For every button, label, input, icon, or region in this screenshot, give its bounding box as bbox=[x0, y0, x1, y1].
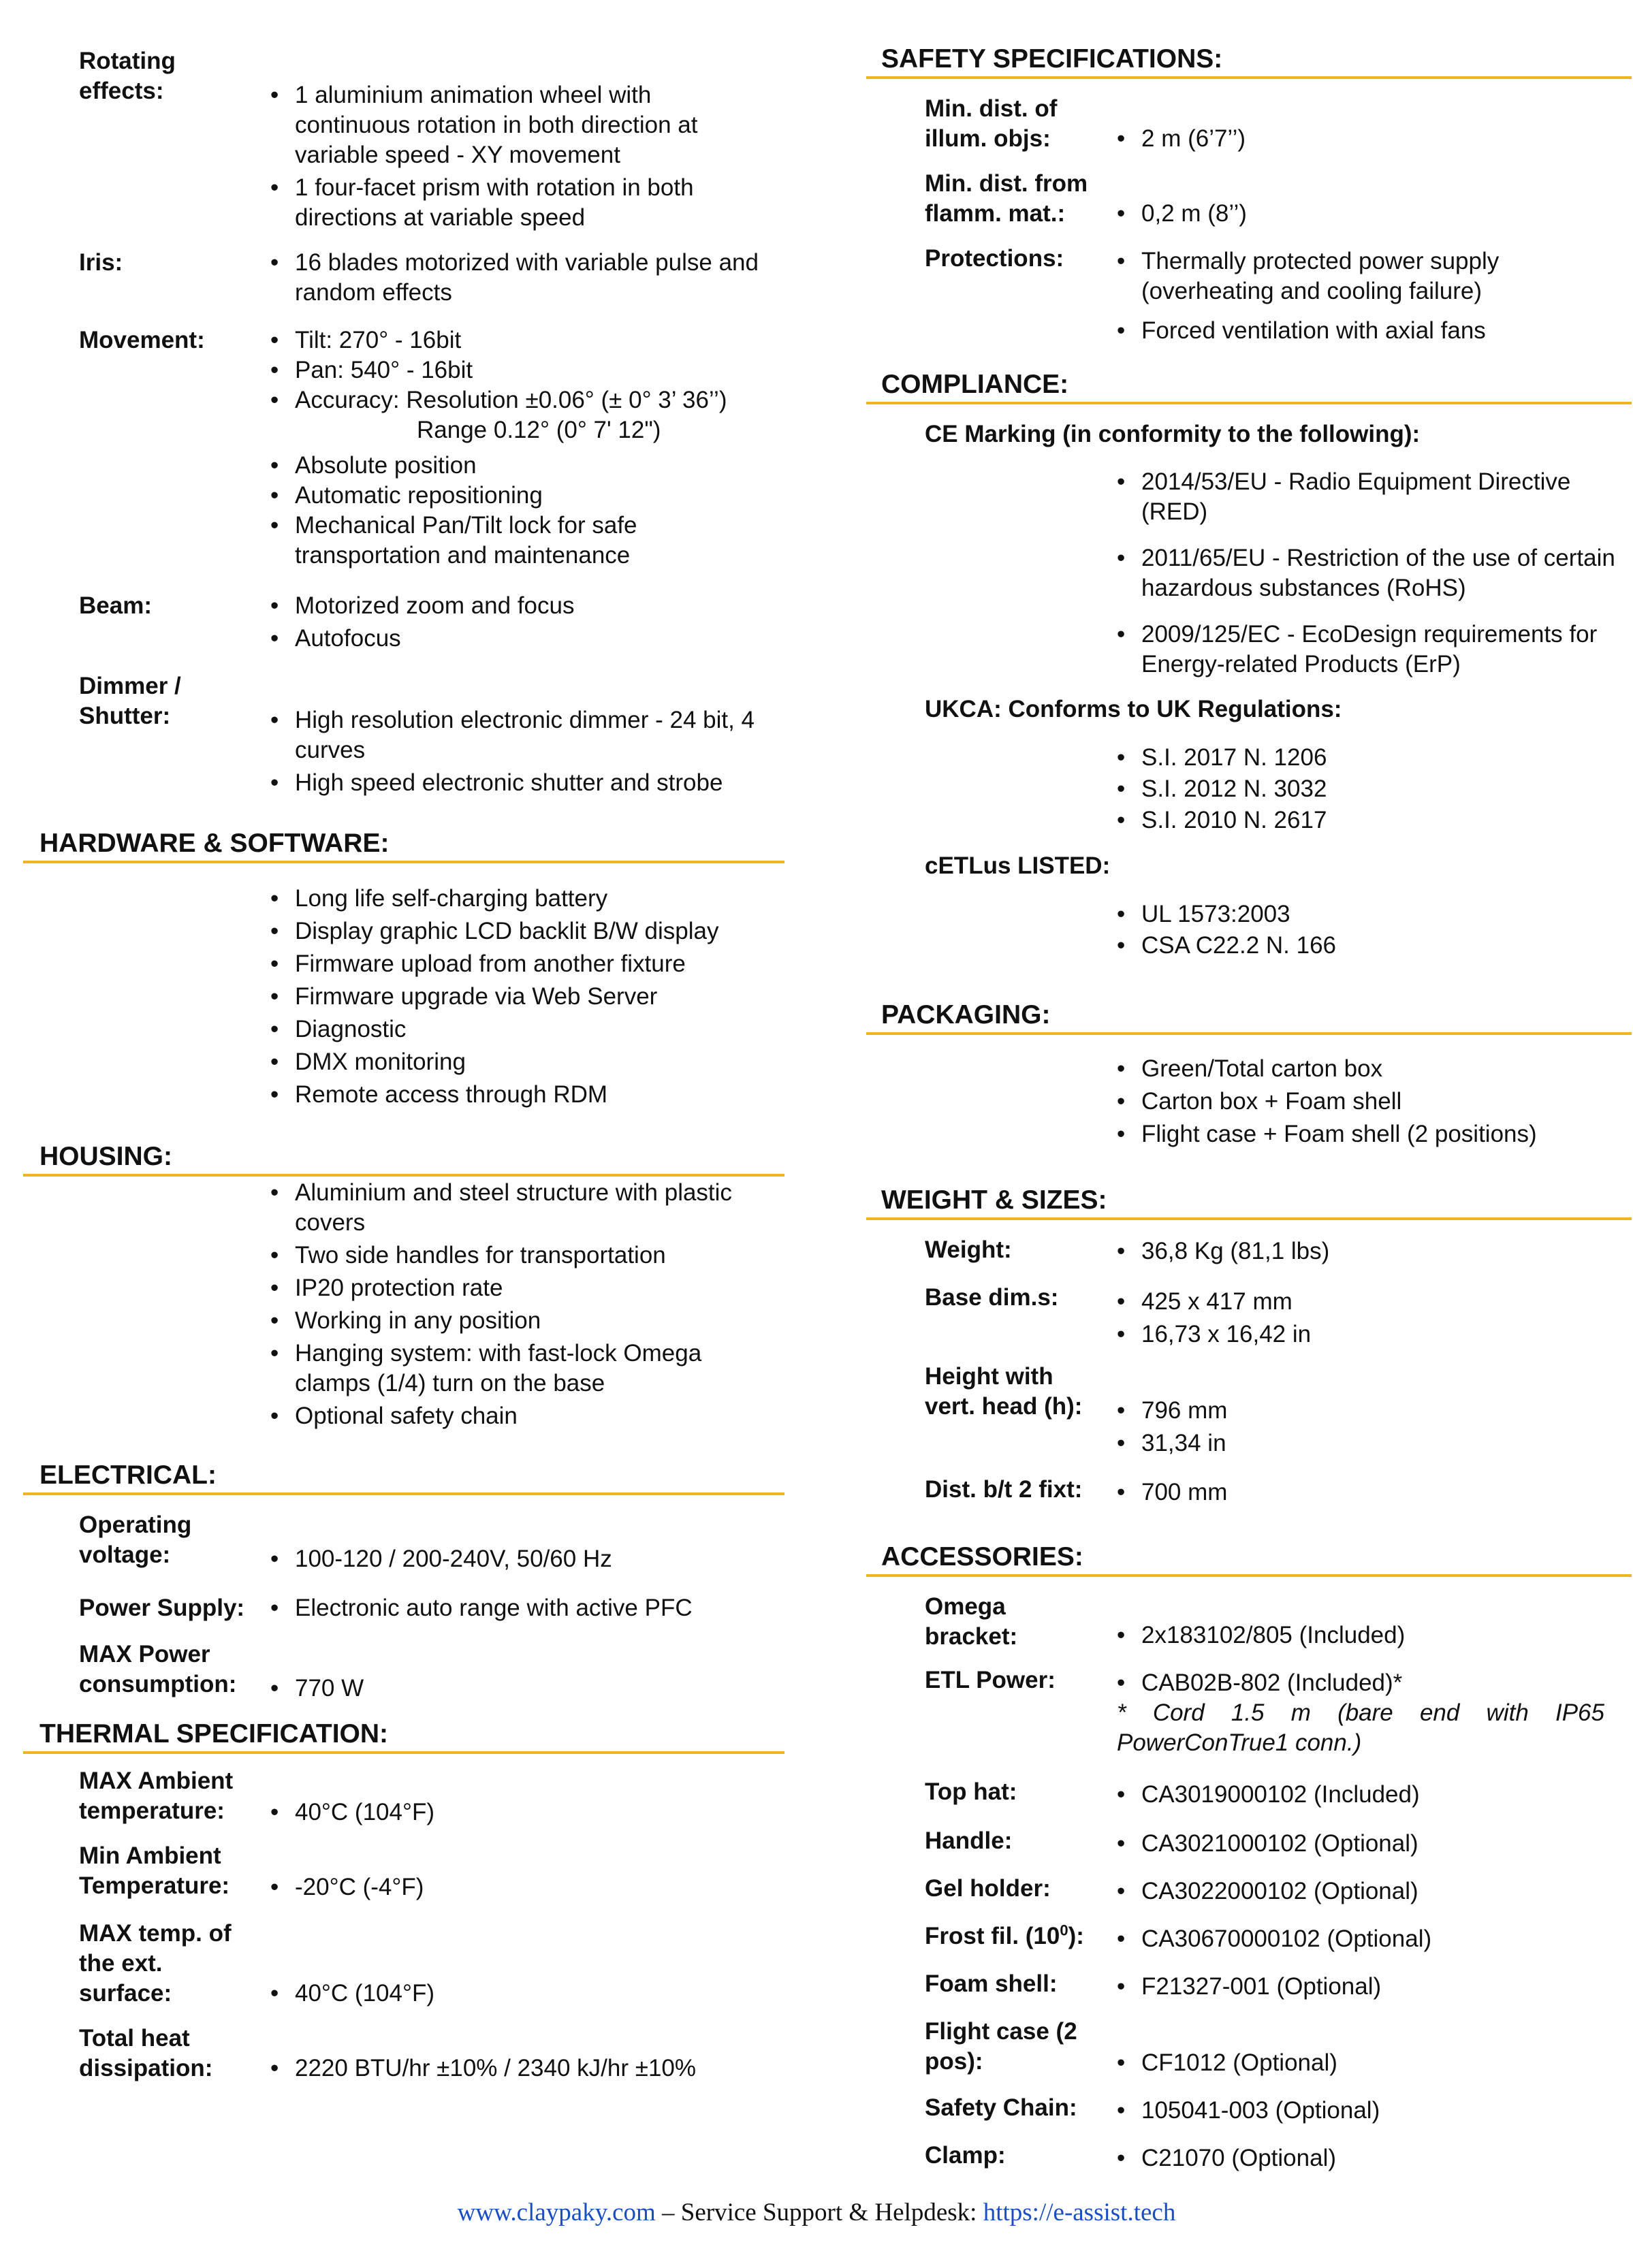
gel-holder-label: Gel holder: bbox=[925, 1875, 1051, 1902]
list-item: • S.I. 2010 N. 2617 bbox=[1141, 805, 1618, 836]
packaging-list bbox=[1141, 1053, 1618, 1151]
etl-note-line2: PowerConTrue1 conn.) bbox=[1117, 1729, 1362, 1756]
handle-list bbox=[1141, 1829, 1618, 1859]
protections-list bbox=[1141, 246, 1618, 346]
dimmer-list bbox=[295, 705, 772, 798]
etl-label: ETL Power: bbox=[925, 1667, 1056, 1693]
section-rule bbox=[23, 1492, 784, 1495]
dimmer-label: Dimmer / Shutter: bbox=[79, 673, 181, 729]
ce-list bbox=[1141, 467, 1618, 680]
list-item: • Autofocus bbox=[295, 624, 772, 654]
supply-list bbox=[295, 1593, 772, 1623]
list-item: • CA30670000102 (Optional) bbox=[1141, 1924, 1618, 1954]
voltage-list bbox=[295, 1544, 772, 1574]
list-item: • Carton box + Foam shell bbox=[1141, 1085, 1618, 1118]
min-ambient-label: Min Ambient Temperature: bbox=[79, 1842, 230, 1899]
list-item: • High speed electronic shutter and strobe bbox=[295, 768, 772, 798]
list-item: • -20°C (-4°F) bbox=[295, 1872, 772, 1902]
omega-label: Omega bracket: bbox=[925, 1593, 1018, 1650]
list-item: • 2009/125/EC - EcoDesign requirements for Energy-related Products (ErP) bbox=[1141, 620, 1618, 680]
dist-label: Dist. b/t 2 fixt: bbox=[925, 1476, 1083, 1503]
section-rule bbox=[23, 1174, 784, 1177]
list-item: • Motorized zoom and focus bbox=[295, 591, 772, 621]
section-rule bbox=[866, 76, 1632, 79]
base-dim-list bbox=[1141, 1285, 1618, 1351]
power-supply-label: Power Supply: bbox=[79, 1595, 245, 1621]
website-link[interactable]: www.claypaky.com bbox=[457, 2199, 656, 2226]
list-item: • 770 W bbox=[295, 1674, 772, 1704]
heat-dissipation-label: Total heat dissipation: bbox=[79, 2025, 213, 2081]
accessories-title: ACCESSORIES: bbox=[881, 1542, 1083, 1571]
beam-list bbox=[295, 591, 772, 654]
list-item: • Forced ventilation with axial fans bbox=[1141, 316, 1618, 346]
movement-label: Movement: bbox=[79, 327, 205, 353]
safety-title: SAFETY SPECIFICATIONS: bbox=[881, 44, 1223, 74]
accuracy-range: Range 0.12° (0° 7' 12") bbox=[417, 417, 661, 443]
list-item: • High resolution electronic dimmer - 24 bit, 4 curves bbox=[295, 705, 772, 765]
list-item: • 2014/53/EU - Radio Equipment Directive (RED) bbox=[1141, 467, 1618, 527]
power-list bbox=[295, 1674, 772, 1704]
min-dist-illum-label: Min. dist. of illum. objs: bbox=[925, 95, 1058, 152]
list-item: • Aluminium and steel structure with plastic covers bbox=[295, 1178, 772, 1238]
max-ambient-label: MAX Ambient temperature: bbox=[79, 1768, 234, 1824]
omega-list bbox=[1141, 1620, 1618, 1650]
list-item: • DMX monitoring bbox=[295, 1046, 772, 1079]
list-item: • 425 x 417 mm bbox=[1141, 1285, 1618, 1318]
list-item: • 796 mm bbox=[1141, 1394, 1618, 1427]
list-item: • F21327-001 (Optional) bbox=[1141, 1972, 1618, 2002]
iris-list bbox=[295, 248, 772, 308]
list-item: • IP20 protection rate bbox=[295, 1273, 772, 1303]
clamp-label: Clamp: bbox=[925, 2142, 1006, 2169]
weight-title: WEIGHT & SIZES: bbox=[881, 1185, 1107, 1215]
list-item: • Mechanical Pan/Tilt lock for safe transportation and maintenance bbox=[295, 511, 772, 571]
weight-list bbox=[1141, 1236, 1618, 1266]
hardware-title: HARDWARE & SOFTWARE: bbox=[39, 829, 390, 858]
rotating-effects-label: Rotating effects: bbox=[79, 48, 176, 104]
protections-label: Protections: bbox=[925, 245, 1064, 272]
list-item: • 105041-003 (Optional) bbox=[1141, 2096, 1618, 2126]
rotating-effects-list bbox=[295, 80, 772, 233]
housing-list bbox=[295, 1178, 772, 1431]
list-item: • 16,73 x 16,42 in bbox=[1141, 1318, 1618, 1351]
list-item: • 100-120 / 200-240V, 50/60 Hz bbox=[295, 1544, 772, 1574]
list-item: • Accuracy: Resolution ±0.06° (± 0° 3’ 36’’) bbox=[295, 385, 772, 415]
frost-filter-label: Frost fil. $(10^0)$: bbox=[925, 1921, 1084, 1949]
list-item: • Firmware upgrade via Web Server bbox=[295, 980, 772, 1013]
cetlus-list bbox=[1141, 899, 1618, 961]
list-item: • Remote access through RDM bbox=[295, 1079, 772, 1111]
list-item: • Automatic repositioning bbox=[295, 481, 772, 511]
list-item: • Electronic auto range with active PFC bbox=[295, 1593, 772, 1623]
list-item: • 2x183102/805 (Included) bbox=[1141, 1620, 1618, 1650]
section-rule bbox=[866, 1217, 1632, 1220]
page-footer bbox=[0, 2198, 1633, 2228]
list-item: • CA3021000102 (Optional) bbox=[1141, 1829, 1618, 1859]
section-rule bbox=[23, 861, 784, 863]
ukca-list bbox=[1141, 742, 1618, 836]
list-item: • 1 four-facet prism with rotation in both directions at variable speed bbox=[295, 173, 772, 233]
foam-shell-list bbox=[1141, 1972, 1618, 2002]
list-item: • 36,8 Kg (81,1 lbs) bbox=[1141, 1236, 1618, 1266]
gel-holder-list bbox=[1141, 1876, 1618, 1906]
list-item: • 700 mm bbox=[1141, 1478, 1618, 1507]
list-item: • CSA C22.2 N. 166 bbox=[1141, 930, 1618, 961]
min-dist-flamm-list bbox=[1141, 199, 1618, 229]
etl-list bbox=[1141, 1668, 1618, 1698]
electrical-title: ELECTRICAL: bbox=[39, 1460, 217, 1490]
section-rule bbox=[866, 1574, 1632, 1577]
clamp-list bbox=[1141, 2143, 1618, 2173]
compliance-title: COMPLIANCE: bbox=[881, 370, 1069, 399]
heat-list bbox=[295, 2054, 772, 2083]
hardware-list bbox=[295, 882, 772, 1111]
min-dist-flamm-label: Min. dist. from flamm. mat.: bbox=[925, 170, 1088, 227]
list-item: • Optional safety chain bbox=[295, 1401, 772, 1431]
list-item: • Firmware upload from another fixture bbox=[295, 948, 772, 980]
list-item: • C21070 (Optional) bbox=[1141, 2143, 1618, 2173]
min-dist-illum-list bbox=[1141, 124, 1618, 154]
list-item: • Long life self-charging battery bbox=[295, 882, 772, 915]
weight-label: Weight: bbox=[925, 1236, 1012, 1263]
movement-list bbox=[295, 325, 772, 415]
list-item: • CF1012 (Optional) bbox=[1141, 2048, 1618, 2078]
max-ambient-list bbox=[295, 1798, 772, 1827]
section-rule bbox=[23, 1751, 784, 1754]
list-item: • S.I. 2012 N. 3032 bbox=[1141, 773, 1618, 805]
list-item: • Working in any position bbox=[295, 1306, 772, 1336]
list-item: • Absolute position bbox=[295, 451, 772, 481]
list-item: • Tilt: 270° - 16bit bbox=[295, 325, 772, 355]
list-item: • 31,34 in bbox=[1141, 1427, 1618, 1460]
list-item: • 16 blades motorized with variable pulse and random effects bbox=[295, 248, 772, 308]
dist-list bbox=[1141, 1478, 1618, 1507]
list-item: • Green/Total carton box bbox=[1141, 1053, 1618, 1085]
helpdesk-link[interactable]: https://e-assist.tech bbox=[983, 2199, 1176, 2226]
list-item: • Display graphic LCD backlit B/W display bbox=[295, 915, 772, 948]
thermal-title: THERMAL SPECIFICATION: bbox=[39, 1719, 389, 1748]
top-hat-label: Top hat: bbox=[925, 1778, 1017, 1805]
operating-voltage-label: Operating voltage: bbox=[79, 1512, 192, 1568]
list-item: • Diagnostic bbox=[295, 1013, 772, 1046]
max-power-label: MAX Power consumption: bbox=[79, 1641, 237, 1697]
list-item: • Hanging system: with fast-lock Omega clamps (1/4) turn on the base bbox=[295, 1339, 772, 1399]
safety-chain-list bbox=[1141, 2096, 1618, 2126]
ce-marking-label: CE Marking (in conformity to the following): bbox=[925, 421, 1421, 447]
packaging-title: PACKAGING: bbox=[881, 1000, 1051, 1029]
list-item: • Pan: 540° - 16bit bbox=[295, 355, 772, 385]
iris-label: Iris: bbox=[79, 249, 123, 276]
list-item: • CAB02B-802 (Included)* bbox=[1141, 1668, 1618, 1698]
list-item: • 40°C (104°F) bbox=[295, 1979, 772, 2009]
beam-label: Beam: bbox=[79, 592, 152, 619]
section-rule bbox=[866, 1032, 1632, 1035]
list-item: • 2011/65/EU - Restriction of the use of certain hazardous substances (RoHS) bbox=[1141, 543, 1618, 603]
list-item: • 0,2 m (8’’) bbox=[1141, 199, 1618, 229]
height-label: Height with vert. head (h): bbox=[925, 1363, 1083, 1420]
height-list bbox=[1141, 1394, 1618, 1460]
list-item: • CA3022000102 (Optional) bbox=[1141, 1876, 1618, 1906]
etl-note-line1: * Cord 1.5 m (bare end with IP65 bbox=[1117, 1699, 1604, 1726]
min-ambient-list bbox=[295, 1872, 772, 1902]
ukca-label: UKCA: Conforms to UK Regulations: bbox=[925, 696, 1342, 722]
flight-case-list bbox=[1141, 2048, 1618, 2078]
frost-filter-list bbox=[1141, 1924, 1618, 1954]
cetlus-label: cETLus LISTED: bbox=[925, 852, 1111, 879]
footer-separator: – Service Support & Helpdesk: bbox=[655, 2199, 983, 2226]
list-item: • UL 1573:2003 bbox=[1141, 899, 1618, 930]
housing-title: HOUSING: bbox=[39, 1142, 172, 1171]
list-item: • 2220 BTU/hr ±10% / 2340 kJ/hr ±10% bbox=[295, 2054, 772, 2083]
handle-label: Handle: bbox=[925, 1827, 1013, 1854]
list-item: • Two side handles for transportation bbox=[295, 1241, 772, 1271]
list-item: • 40°C (104°F) bbox=[295, 1798, 772, 1827]
section-rule bbox=[866, 402, 1632, 404]
max-surface-label: MAX temp. of the ext. surface: bbox=[79, 1920, 232, 2007]
list-item: • 1 aluminium animation wheel with continuous rotation in both direction at variable speed - XY movement bbox=[295, 80, 772, 170]
list-item: • S.I. 2017 N. 1206 bbox=[1141, 742, 1618, 773]
list-item: • 2 m (6’7’’) bbox=[1141, 124, 1618, 154]
max-surface-list bbox=[295, 1979, 772, 2009]
movement-list-2 bbox=[295, 451, 772, 571]
list-item: • CA3019000102 (Included) bbox=[1141, 1780, 1618, 1810]
flight-case-label: Flight case (2 pos): bbox=[925, 2018, 1077, 2075]
safety-chain-label: Safety Chain: bbox=[925, 2094, 1077, 2121]
list-item: • Thermally protected power supply (overheating and cooling failure) bbox=[1141, 246, 1618, 306]
list-item: • Flight case + Foam shell (2 positions) bbox=[1141, 1118, 1618, 1151]
base-dim-label: Base dim.s: bbox=[925, 1284, 1059, 1311]
foam-shell-label: Foam shell: bbox=[925, 1970, 1058, 1997]
top-hat-list bbox=[1141, 1780, 1618, 1810]
